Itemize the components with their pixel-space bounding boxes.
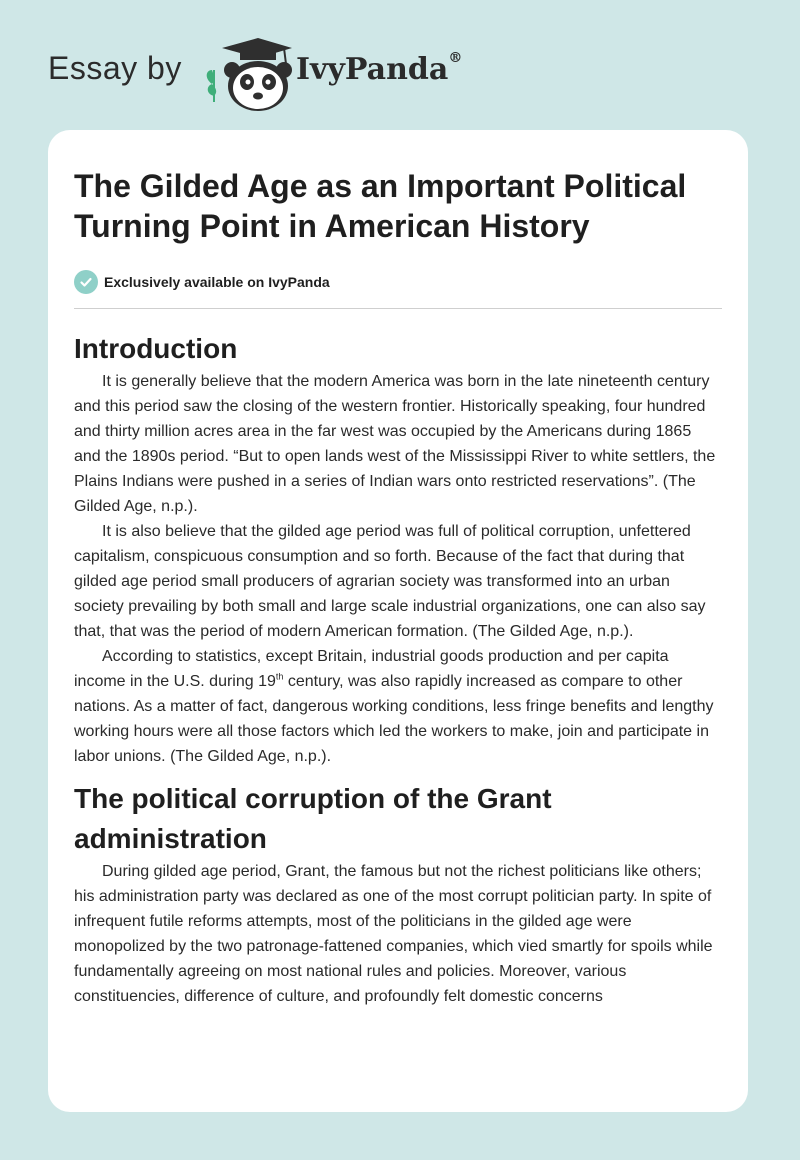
paragraph-text: According to statistics, except Britain, industrial goods production and per capita income in the U.S. during 19: [74, 648, 669, 690]
paragraph: It is generally believe that the modern America was born in the late nineteenth century and this period saw the closing of the western frontier. Historically speaking, four hundred and thirty million acres area in the far west was occupied by the Americans during 1865 and the 1890s period. “But to open lands west of the Mississippi River to white settlers, the Plains Indians were pushed in a series of Indian wars onto restricted reservations”. (The Gilded Age, n.p.).: [74, 373, 716, 515]
exclusive-badge: [74, 270, 722, 294]
paragraph: [74, 644, 722, 769]
exclusive-label: Exclusively available on IvyPanda: [104, 274, 330, 290]
paragraph: It is also believe that the gilded age period was full of political corruption, unfettered capitalism, conspicuous consumption and so forth. Because of the fact that during that gilded age period small producers of agrarian society was transformed into an urban society prevailing by both small and large scale industrial organizations, one can also say that, that was the period of modern American formation. (The Gilded Age, n.p.).: [74, 523, 706, 640]
registered-mark: ®: [448, 50, 463, 66]
brand-text: IvyPanda: [296, 52, 449, 87]
section-heading-introduction: Introduction: [74, 333, 238, 364]
essay-by-label: Essay by: [48, 50, 182, 86]
essay-card: [48, 130, 748, 1112]
brand-name: [296, 52, 462, 87]
paragraph: During gilded age period, Grant, the famous but not the richest politicians like others; his administration party was declared as one of the most corrupt politician party. In spite of infrequent futile reforms attempts, most of the politicians in the gilded age were monopolized by the two patronage-fattened companies, which vied smartly for spoils while fundamentally agreeing on most national rules and policies. Moreover, various constituencies, difference of culture, and profoundly felt domestic concerns: [74, 863, 713, 1005]
ivypanda-logo-icon: [200, 36, 292, 112]
check-icon: [74, 270, 98, 294]
essay-title: The Gilded Age as an Important Political Turning Point in American History: [74, 168, 687, 244]
ordinal-suffix: th: [275, 671, 284, 682]
divider: [74, 308, 722, 309]
site-header: [0, 0, 800, 130]
paragraph-text: century, was also rapidly increased as compare to other nations. As a matter of fact, dangerous working conditions, less fringe benefits and lengthy working hours were all those factors which led the workers to make, join and participate in labor unions. (The Gilded Age, n.p.).: [74, 673, 714, 765]
section-heading-grant: The political corruption of the Grant administration: [74, 783, 552, 854]
